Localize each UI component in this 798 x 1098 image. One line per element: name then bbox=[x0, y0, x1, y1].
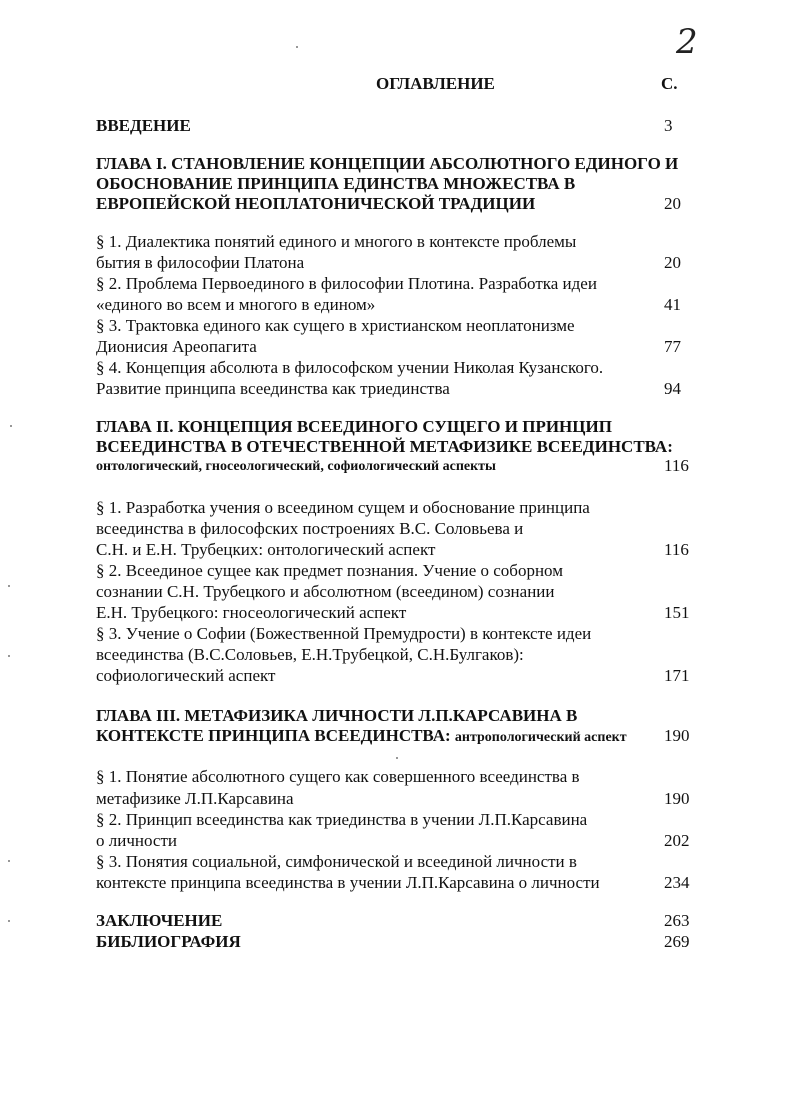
ch3-sec3-page: 234 bbox=[664, 873, 690, 892]
intro-label: ВВЕДЕНИЕ bbox=[96, 116, 191, 135]
chapter-3-title-line: ГЛАВА III. МЕТАФИЗИКА ЛИЧНОСТИ Л.П.КАРСАВИНА В bbox=[96, 706, 578, 725]
ch2-sec1-page: 116 bbox=[664, 540, 689, 559]
chapter-3-title-line bbox=[96, 726, 627, 748]
chapter-1-page: 20 bbox=[664, 194, 681, 213]
ch2-sec2-page: 151 bbox=[664, 603, 690, 622]
scan-speck bbox=[8, 655, 10, 657]
bibliography-page: 269 bbox=[664, 932, 690, 951]
handwritten-page-number: 2 bbox=[676, 22, 698, 62]
scan-speck bbox=[296, 46, 298, 48]
ch1-sec2-line: § 2. Проблема Первоединого в философии Плотина. Разработка идеи bbox=[96, 274, 597, 293]
page-column-label: С. bbox=[661, 74, 678, 93]
ch1-sec2-line: «единого во всем и многого в едином» bbox=[96, 295, 376, 314]
ch1-sec1-line: § 1. Диалектика понятий единого и многого в контексте проблемы bbox=[96, 232, 577, 251]
ch2-sec3-line: софиологический аспект bbox=[96, 666, 276, 685]
ch3-sec1-page: 190 bbox=[664, 789, 690, 808]
scan-speck bbox=[8, 920, 10, 922]
ch3-sec1-line: § 1. Понятие абсолютного сущего как совершенного всеединства в bbox=[96, 767, 580, 786]
scan-speck bbox=[396, 757, 398, 759]
ch2-sec2-line: § 2. Всеединое сущее как предмет познания. Учение о соборном bbox=[96, 561, 563, 580]
intro-page: 3 bbox=[664, 116, 673, 135]
chapter-3-page: 190 bbox=[664, 726, 690, 745]
ch3-sec1-line: метафизике Л.П.Карсавина bbox=[96, 789, 294, 808]
scan-speck bbox=[10, 425, 12, 427]
chapter-3-title-bold: КОНТЕКСТЕ ПРИНЦИПА ВСЕЕДИНСТВА: bbox=[96, 726, 451, 745]
ch2-sec1-line: всеединства в философских построениях В.С. Соловьева и bbox=[96, 519, 524, 538]
chapter-1-title-line: ЕВРОПЕЙСКОЙ НЕОПЛАТОНИЧЕСКОЙ ТРАДИЦИИ bbox=[96, 194, 536, 213]
toc-title: ОГЛАВЛЕНИЕ bbox=[376, 74, 495, 93]
ch2-sec3-line: всеединства (В.С.Соловьев, Е.Н.Трубецкой, С.Н.Булгаков): bbox=[96, 645, 524, 664]
ch3-sec2-line: о личности bbox=[96, 831, 177, 850]
ch1-sec4-line: Развитие принципа всеединства как триединства bbox=[96, 379, 450, 398]
ch2-sec1-line: С.Н. и Е.Н. Трубецких: онтологический аспект bbox=[96, 540, 436, 559]
ch1-sec4-page: 94 bbox=[664, 379, 681, 398]
chapter-2-subtitle: онтологический, гносеологический, софиологический аспекты bbox=[96, 459, 496, 474]
chapter-1-title-line: ГЛАВА I. СТАНОВЛЕНИЕ КОНЦЕПЦИИ АБСОЛЮТНОГО ЕДИНОГО И bbox=[96, 154, 679, 173]
ch1-sec1-line: бытия в философии Платона bbox=[96, 253, 305, 272]
ch3-sec3-line: контексте принципа всеединства в учении Л.П.Карсавина о личности bbox=[96, 873, 600, 892]
chapter-3-subtitle: антропологический аспект bbox=[454, 730, 627, 745]
scan-speck bbox=[8, 860, 10, 862]
ch1-sec1-page: 20 bbox=[664, 253, 681, 272]
ch1-sec3-line: Дионисия Ареопагита bbox=[96, 337, 257, 356]
ch2-sec3-line: § 3. Учение о Софии (Божественной Премудрости) в контексте идеи bbox=[96, 624, 592, 643]
bibliography-label: БИБЛИОГРАФИЯ bbox=[96, 932, 241, 951]
ch3-sec2-line: § 2. Принцип всеединства как триединства в учении Л.П.Карсавина bbox=[96, 810, 588, 829]
scan-speck bbox=[8, 585, 10, 587]
ch1-sec4-line: § 4. Концепция абсолюта в философском учении Николая Кузанского. bbox=[96, 358, 604, 377]
chapter-2-title-line: ВСЕЕДИНСТВА В ОТЕЧЕСТВЕННОЙ МЕТАФИЗИКЕ ВСЕЕДИНСТВА: bbox=[96, 437, 673, 456]
ch2-sec2-line: Е.Н. Трубецкого: гносеологический аспект bbox=[96, 603, 407, 622]
ch2-sec2-line: сознании С.Н. Трубецкого и абсолютном (всеедином) сознании bbox=[96, 582, 555, 601]
conclusion-label: ЗАКЛЮЧЕНИЕ bbox=[96, 911, 223, 930]
ch1-sec2-page: 41 bbox=[664, 295, 681, 314]
ch1-sec3-line: § 3. Трактовка единого как сущего в христианском неоплатонизме bbox=[96, 316, 575, 335]
ch2-sec1-line: § 1. Разработка учения о всеедином сущем и обоснование принципа bbox=[96, 498, 590, 517]
chapter-2-page: 116 bbox=[664, 456, 689, 475]
ch3-sec2-page: 202 bbox=[664, 831, 690, 850]
ch3-sec3-line: § 3. Понятия социальной, симфонической и всеединой личности в bbox=[96, 852, 577, 871]
ch2-sec3-page: 171 bbox=[664, 666, 690, 685]
ch1-sec3-page: 77 bbox=[664, 337, 681, 356]
chapter-1-title-line: ОБОСНОВАНИЕ ПРИНЦИПА ЕДИНСТВА МНОЖЕСТВА В bbox=[96, 174, 576, 193]
chapter-2-title-line: ГЛАВА II. КОНЦЕПЦИЯ ВСЕЕДИНОГО СУЩЕГО И ПРИНЦИП bbox=[96, 417, 612, 436]
conclusion-page: 263 bbox=[664, 911, 690, 930]
